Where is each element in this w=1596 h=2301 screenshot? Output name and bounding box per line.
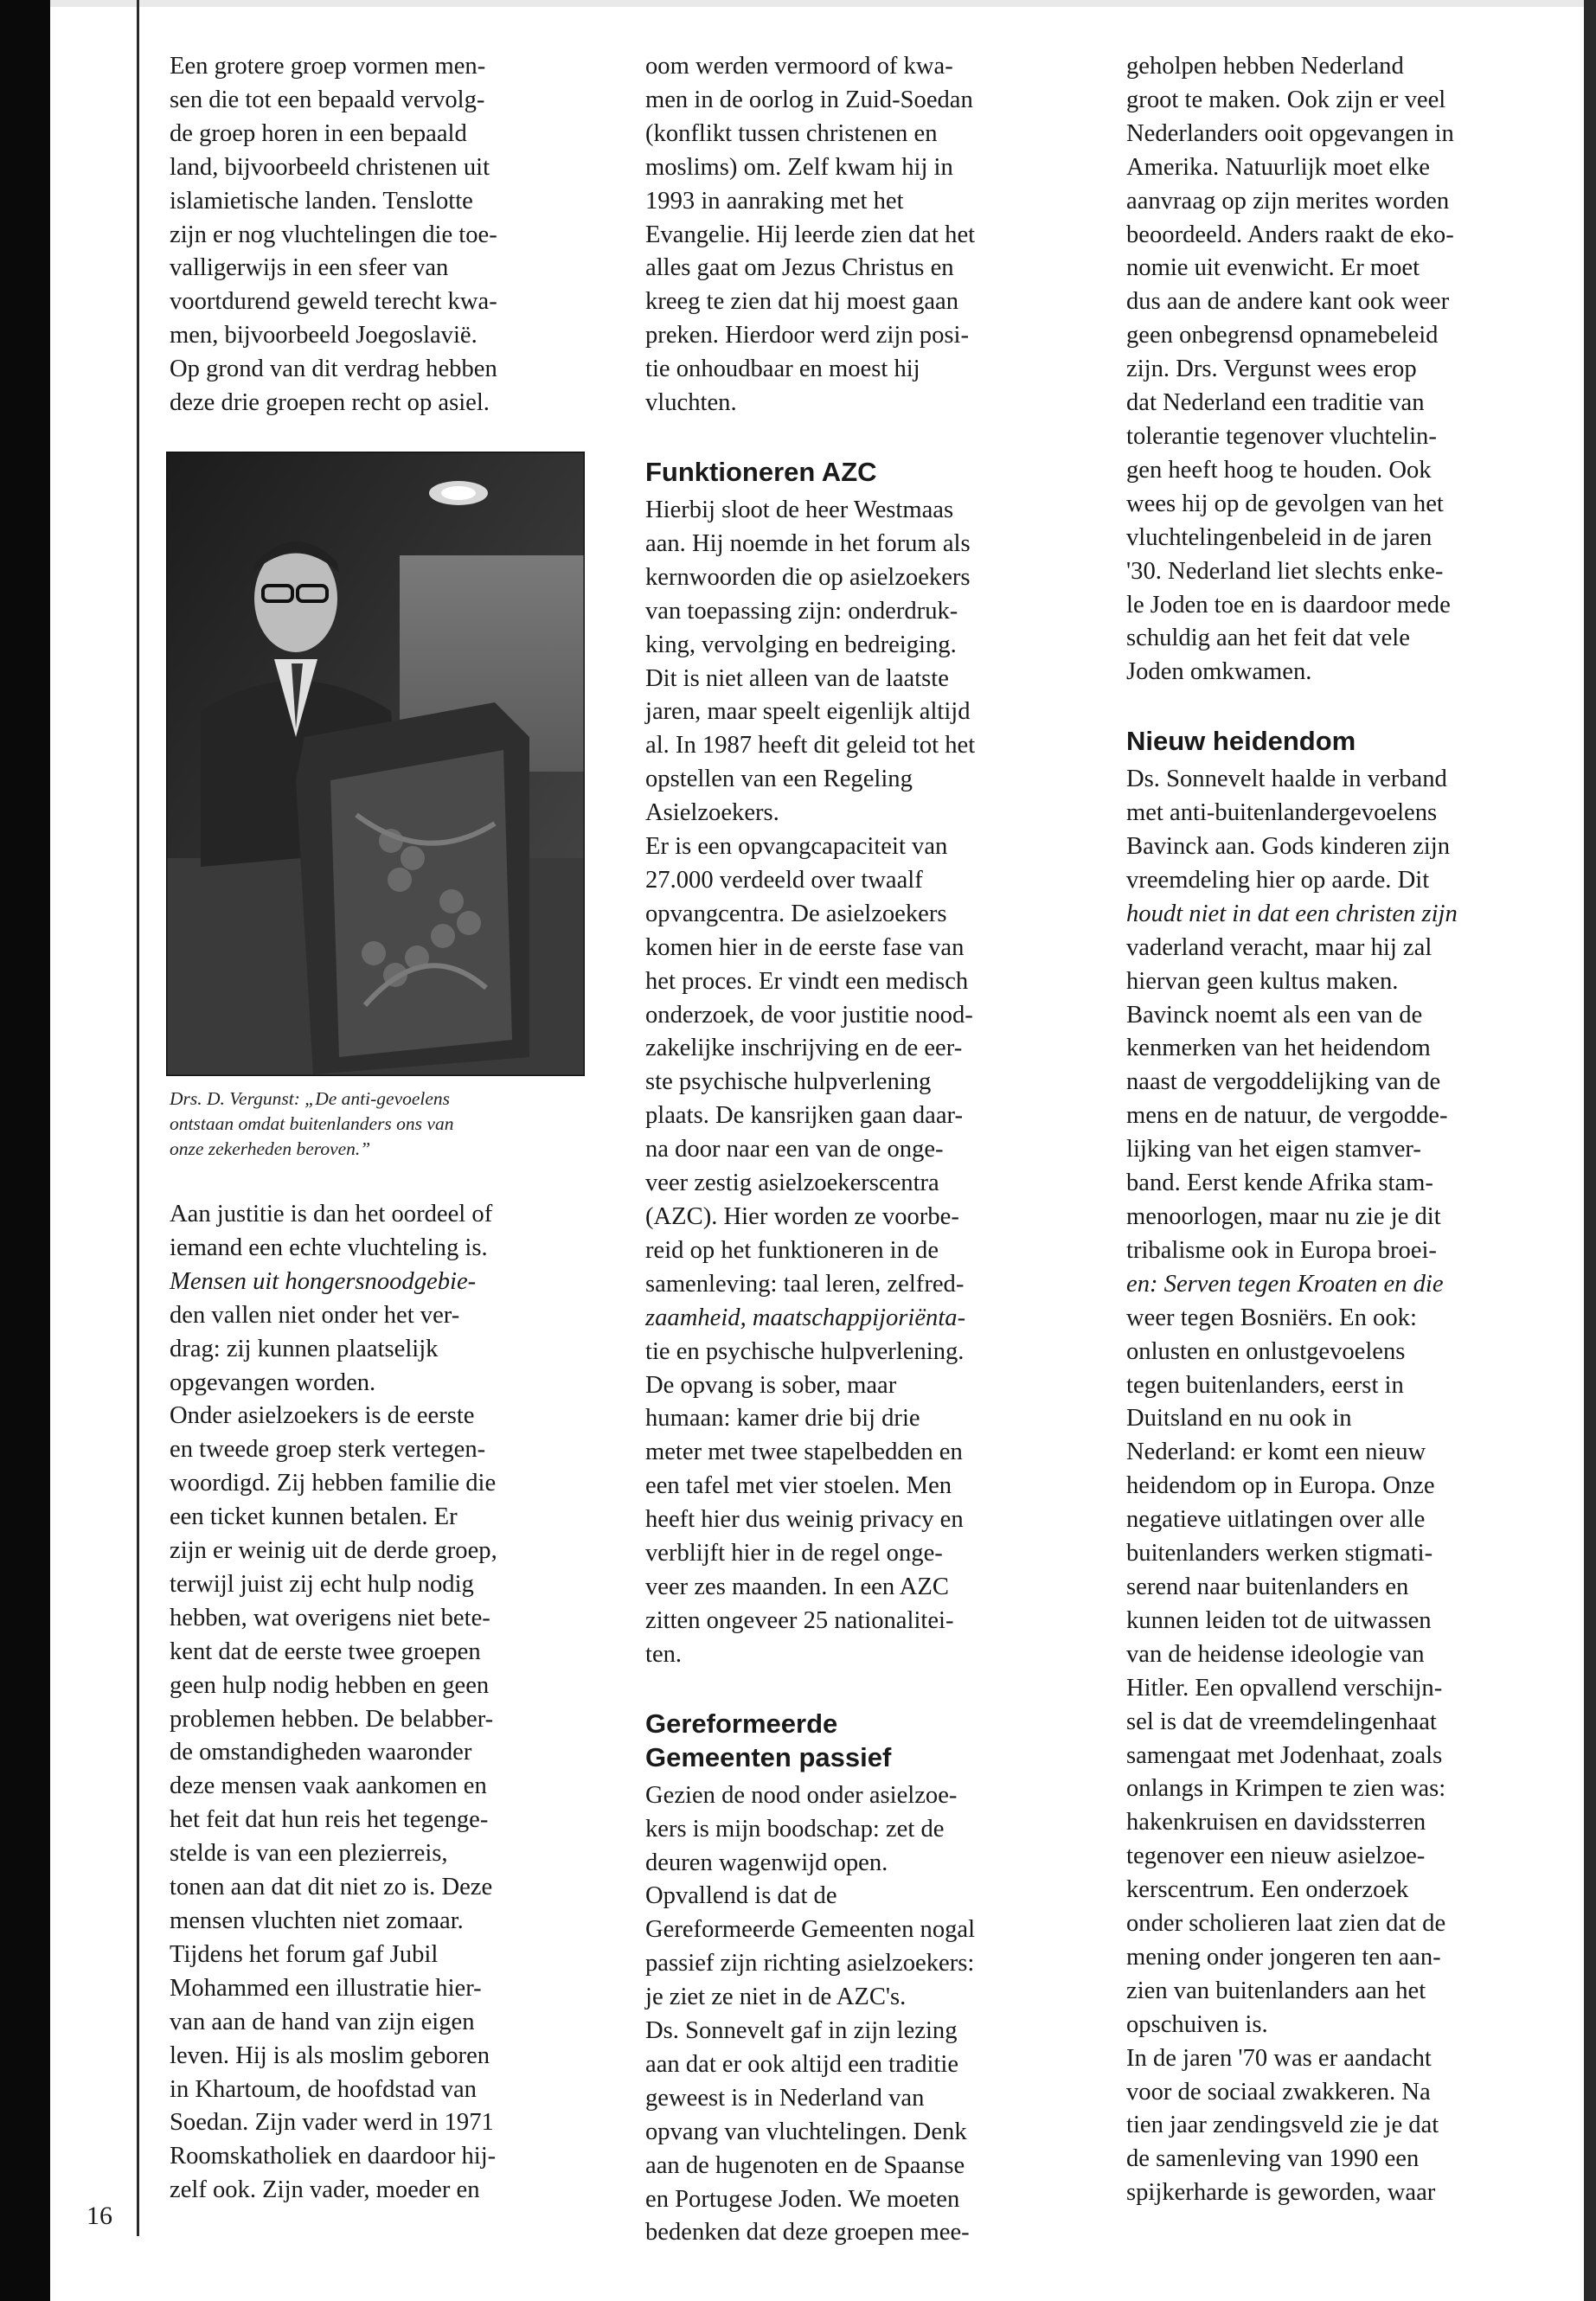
paragraph-justitie-end: den vallen niet onder het ver- drag: zij kunnen plaatselijk opgevangen worden. <box>170 1301 460 1396</box>
paragraph-opvang-italic: zaamheid, maatschappijoriënta- <box>645 1304 966 1331</box>
paragraph-westmaas: Hierbij sloot de heer Westmaas aan. Hij noemde in het forum als kernwoorden die op asielzoekers van toepassing zijn: onderdruk- king, vervolging en bedreiging. Dit is niet alleen van de laatste jaren, maar speelt eigenlijk altijd al. In 1987 heeft dit geleid tot het opstellen van een Regeling Asielzoekers. <box>645 496 976 827</box>
paragraph-justitie-italic: Mensen uit hongersnoodgebie- <box>170 1267 477 1295</box>
paragraph-jaren-70: In de jaren '70 was er aandacht voor de sociaal zwakkeren. Na tien jaar zendingsveld zie je dat de samenleving van 1990 een spijkerharde is geworden, waar <box>1126 2044 1439 2207</box>
paragraph-jubil-continued: oom werden vermoord of kwa- men in de oorlog in Zuid-Soedan (konflikt tussen christenen en moslims) om. Zelf kwam hij in 1993 in aanraking met het Evangelie. Hij leerde zien dat het alles gaat om Jezus Christus en kreeg te zien dat hij moest gaan preken. Hierdoor werd zijn posi- tie onhoudbaar en moest hij vluchten. <box>645 53 976 417</box>
paragraph-opvangcapaciteit <box>645 830 1073 1369</box>
scan-edge-top <box>50 0 1584 7</box>
paragraph-opvang-start: Er is een opvangcapaciteit van 27.000 verdeeld over twaalf opvangcentra. De asielzoekers komen hier in de eerste fase van het proces. Er vindt een medisch onderzoek, de voor justitie nood- zakelijke inschrijving en de eer- ste psychische hulpverlening plaats. De kansrijken gaan daar- na door naar een van de onge- veer zestig asielzoekerscentra (AZC). Hier worden ze voorbe- reid op het funktioneren in de samenleving: taal leren, zelfred- <box>645 833 973 1298</box>
paragraph-groepen: Onder asielzoekers is de eerste en tweede groep sterk vertegen- woordigd. Zij hebben familie die een ticket kunnen betalen. Er zijn er weinig uit de derde groep, terwijl juist zij echt hulp nodig hebben, wat overigens niet bete- kent dat de eerste twee groepen geen hulp nodig hebben en geen problemen hebben. De belabber- de omstandigheden waaronder deze mensen vaak aankomen en het feit dat hun reis het tegenge- stelde is van een plezierreis, tonen aan dat dit niet zo is. Deze mensen vluchten niet zomaar. Tijdens het forum gaf Jubil Mohammed een illustratie hier- van aan de hand van zijn eigen leven. Hij is als moslim geboren in Khartoum, de hoofdstad van Soedan. Zijn vader werd in 1971 Roomskatholiek en daardoor hij- zelf ook. Zijn vader, moeder en <box>170 1402 497 2204</box>
page-number: 16 <box>87 2202 112 2230</box>
column-1 <box>170 50 583 2208</box>
column-3 <box>1126 50 1547 2210</box>
paragraph-bavinck-end: weer tegen Bosniërs. En ook: onlusten en onlustgevoelens tegen buitenlanders, eerst in Duitsland en nu ook in Nederland: er komt een nieuw heidendom op in Europa. Onze negatieve uitlatingen over alle buitenlanders werken stigmati- serend naar buitenlanders en kunnen leiden tot de uitwassen van de heidense ideologie van Hitler. Een opvallend verschijn- sel is dat de vreemdelingenhaat samengaat met Jodenhaat, zoals onlangs in Krimpen te zien was: hakenkruisen en davidssterren tegenover een nieuw asielzoe- kerscentrum. Een onderzoek onder scholieren laat zien dat de mening onder jongeren ten aan- zien van buitenlanders aan het opschuiven is. <box>1126 1304 1446 2038</box>
paragraph-intro: Een grotere groep vormen men- sen die tot een bepaald vervolg- de groep horen in een bepaald land, bijvoorbeeld christenen uit islamietische landen. Tenslotte zijn er nog vluchtelingen die toe- valligerwijs in een sfeer van voortdurend geweld terecht kwa- men, bijvoorbeeld Joegoslavië. Op grond van dit verdrag hebben deze drie groepen recht op asiel. <box>170 53 497 417</box>
speaker-photo <box>166 452 585 1076</box>
scan-edge-left <box>0 0 50 2301</box>
paragraph-sober: De opvang is sober, maar humaan: kamer drie bij drie meter met twee stapelbedden en een tafel met vier stoelen. Men heeft hier dus weinig privacy en verblijft hier in de regel onge- veer zes maanden. In een AZC zitten ongeveer 25 nationalitei- ten. <box>645 1371 964 1668</box>
paragraph-nederland-continued: geholpen hebben Nederland groot te maken. Ook zijn er veel Nederlanders ooit opgevangen in Amerika. Natuurlijk moet elke aanvraag op zijn merites worden beoordeeld. Anders raakt de eko- nomie uit evenwicht. Er moet dus aan de andere kant ook weer geen onbegrensd opnamebeleid zijn. Drs. Vergunst wees erop dat Nederland een traditie van tolerantie tegenover vluchtelin- gen heeft hoog te houden. Ook wees hij op de gevolgen van het vluchtelingenbeleid in de jaren '30. Nederland liet slechts enke- le Joden toe en is daardoor mede schuldig aan het feit dat vele Joden omkwamen. <box>1126 53 1454 686</box>
column-2 <box>645 50 1073 2250</box>
paragraph-justitie-start: Aan justitie is dan het oordeel of iemand een echte vluchteling is. <box>170 1200 493 1261</box>
paragraph-opvang-end: tie en psychische hulpverlening. <box>645 1337 965 1365</box>
heading-gereformeerde-gemeenten: Gereformeerde Gemeenten passief <box>645 1708 892 1772</box>
paragraph-boodschap: Gezien de nood onder asielzoe- kers is mijn boodschap: zet de deuren wagenwijd open. <box>645 1781 958 1876</box>
paragraph-traditie: Ds. Sonnevelt gaf in zijn lezing aan dat er ook altijd een traditie geweest is in Nederland van opvang van vluchtelingen. Denk aan de hugenoten en de Spaanse en Portugese Joden. We moeten bedenken dat deze groepen mee- <box>645 2017 970 2247</box>
paragraph-passief: Opvallend is dat de Gereformeerde Gemeenten nogal passief zijn richting asielzoekers: je ziet ze niet in de AZC's. <box>645 1882 976 2011</box>
paragraph-bavinck <box>1126 763 1547 2041</box>
paragraph-bavinck-italic: houdt niet in dat een christen zijn <box>1126 900 1458 927</box>
paragraph-bavinck-italic-2: en: Serven tegen Kroaten en die <box>1126 1270 1444 1298</box>
scan-edge-right <box>1584 0 1596 2301</box>
paragraph-justitie <box>170 1198 583 1400</box>
photo-caption: Drs. D. Vergunst: „De anti-gevoelens ontstaan omdat buitenlanders ons van onze zekerheden beroven.” <box>170 1087 454 1159</box>
margin-rule <box>137 0 139 2236</box>
paragraph-bavinck-start: Ds. Sonnevelt haalde in verband met anti-buitenlandergevoelens Bavinck aan. Gods kinderen zijn vreemdeling hier op aarde. Dit <box>1126 766 1450 894</box>
paragraph-bavinck-middle: vaderland veracht, maar hij zal hiervan geen kultus maken. Bavinck noemt als een van de kenmerken van het heidendom naast de vergoddelijking van de mens en de natuur, de vergodde- lijking van het eigen stamver- band. Eerst kende Afrika stam- menoorlogen, maar nu zie je dit tribalisme ook in Europa broei- <box>1126 933 1448 1264</box>
heading-nieuw-heidendom: Nieuw heidendom <box>1126 726 1356 757</box>
heading-funktioneren-azc: Funktioneren AZC <box>645 456 877 487</box>
